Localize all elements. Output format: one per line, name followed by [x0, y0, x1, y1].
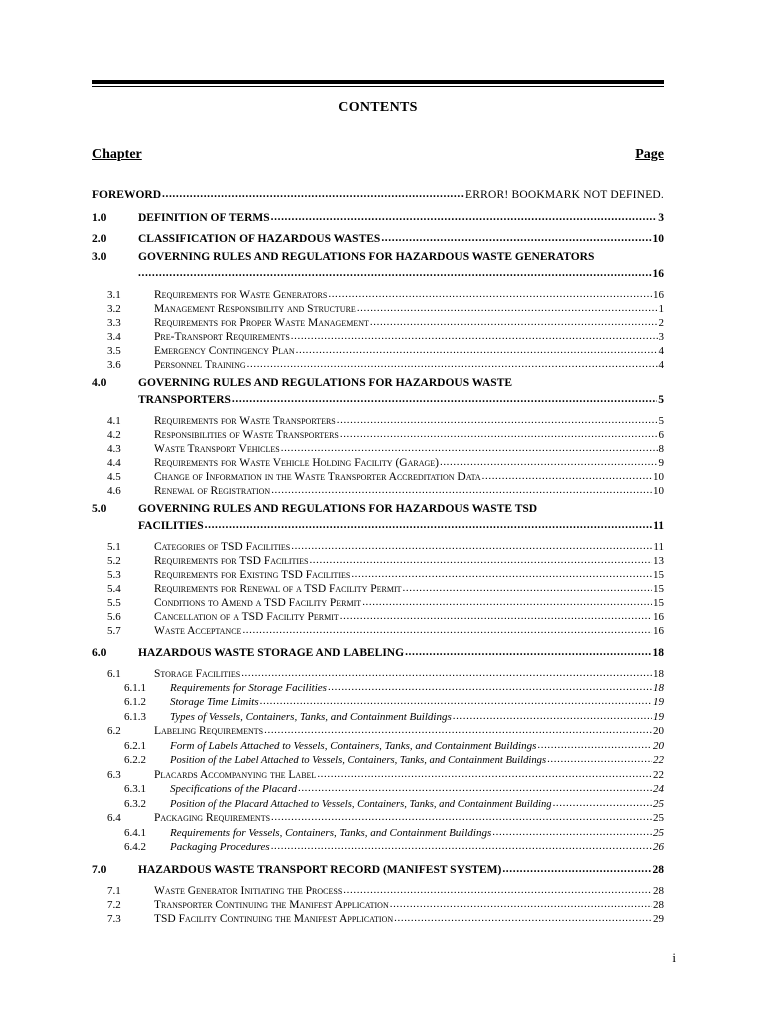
toc-section-page: 28 — [653, 885, 664, 897]
dot-leader — [309, 553, 652, 564]
toc-section-number: 7.3 — [107, 913, 121, 925]
toc-section-number: 3.2 — [107, 303, 121, 315]
toc-section-title: Waste Generator Initiating the Process — [154, 885, 343, 897]
toc-chapter-title: GOVERNING RULES AND REGULATIONS FOR HAZARDOUS WASTE — [138, 377, 513, 389]
toc-subsection-page: 25 — [653, 827, 664, 839]
toc-section-number: 4.4 — [107, 457, 121, 469]
toc-entry-title: FOREWORD — [92, 188, 161, 201]
toc-section-title: Requirements for Existing TSD Facilities — [154, 569, 351, 581]
toc-section-number: 3.1 — [107, 289, 121, 301]
toc-section-title: Requirements for Proper Waste Management — [154, 317, 369, 329]
toc-subsection-number: 6.1.2 — [124, 696, 146, 708]
toc-section-page: 4 — [658, 359, 664, 371]
dot-leader — [291, 329, 658, 340]
toc-section-4-4[interactable] — [107, 455, 664, 469]
toc-section-number: 6.1 — [107, 668, 121, 680]
header-rule-thick — [92, 80, 664, 84]
toc-subsection-6-2-2[interactable] — [124, 752, 664, 766]
dot-leader — [547, 752, 652, 763]
toc-chapter-1[interactable] — [92, 209, 664, 224]
dot-leader — [328, 680, 652, 691]
toc-chapter-5[interactable] — [92, 503, 664, 518]
toc-chapter-page: 16 — [652, 267, 664, 280]
toc-subsection-title: Requirements for Storage Facilities — [170, 682, 327, 694]
toc-chapter-4-cont[interactable] — [138, 391, 664, 406]
toc-subsection-6-1-1[interactable] — [124, 680, 664, 694]
toc-section-number: 4.3 — [107, 443, 121, 455]
toc-chapter-number: 1.0 — [92, 211, 107, 224]
dot-leader — [317, 767, 652, 778]
toc-section-number: 5.7 — [107, 625, 121, 637]
toc-section-4-3[interactable] — [107, 441, 664, 455]
toc-section-title: Change of Information in the Waste Transporter Accreditation Data — [154, 471, 481, 483]
toc-section-title: Requirements for Renewal of a TSD Facility Permit — [154, 583, 402, 595]
toc-chapter-7[interactable] — [92, 861, 664, 876]
toc-section-5-1[interactable] — [107, 539, 664, 553]
chapter-column-header: Chapter — [92, 147, 142, 162]
dot-leader — [271, 483, 652, 494]
dot-leader — [340, 609, 652, 620]
dot-leader — [502, 861, 651, 873]
toc-subsection-6-3-2[interactable] — [124, 796, 664, 810]
toc-subsection-title: Requirements for Vessels, Containers, Tanks, and Containment Buildings — [170, 827, 492, 839]
toc-section-title: Storage Facilities — [154, 668, 241, 680]
toc-section-page: 5 — [658, 415, 664, 427]
toc-section-number: 5.4 — [107, 583, 121, 595]
toc-chapter-6[interactable] — [92, 644, 664, 659]
toc-section-7-3[interactable] — [107, 911, 664, 925]
toc-chapter-title-cont: FACILITIES — [138, 519, 204, 532]
toc-section-title: Transporter Continuing the Manifest Application — [154, 899, 389, 911]
toc-section-title: Renewal of Registration — [154, 485, 271, 497]
toc-subsection-number: 6.1.3 — [124, 711, 146, 723]
dot-leader — [138, 265, 652, 277]
toc-section-title: Categories of TSD Facilities — [154, 541, 291, 553]
toc-section-5-2[interactable] — [107, 553, 664, 567]
dot-leader — [205, 517, 653, 529]
toc-section-number: 3.5 — [107, 345, 121, 357]
toc-section-page: 10 — [653, 471, 664, 483]
toc-subsection-6-1-2[interactable] — [124, 694, 664, 708]
toc-section-page: 6 — [658, 429, 664, 441]
toc-section-number: 5.3 — [107, 569, 121, 581]
toc-section-title: Responsibilities of Waste Transporters — [154, 429, 339, 441]
dot-leader — [328, 287, 652, 298]
toc-subsection-6-2-1[interactable] — [124, 738, 664, 752]
dot-leader — [242, 623, 652, 634]
toc-chapter-page: 18 — [652, 646, 664, 659]
toc-entry-page: ERROR! BOOKMARK NOT DEFINED. — [465, 188, 664, 201]
toc-section-6-2[interactable] — [107, 723, 664, 737]
dot-leader — [482, 469, 652, 480]
toc-subsection-page: 19 — [653, 711, 664, 723]
page-title: CONTENTS — [338, 100, 418, 115]
dot-leader — [403, 581, 652, 592]
dot-leader — [351, 567, 652, 578]
dot-leader — [381, 230, 651, 242]
toc-section-5-3[interactable] — [107, 567, 664, 581]
toc-subsection-title: Position of the Label Attached to Vessels, Containers, Tanks, and Containment Buildings — [170, 755, 547, 766]
dot-leader — [390, 897, 652, 908]
toc-chapter-4[interactable] — [92, 377, 664, 392]
dot-leader — [271, 839, 652, 850]
toc-section-number: 7.2 — [107, 899, 121, 911]
toc-section-title: Packaging Requirements — [154, 812, 271, 824]
page-column-header: Page — [635, 147, 664, 162]
toc-section-number: 3.6 — [107, 359, 121, 371]
dot-leader — [271, 810, 652, 821]
toc-subsection-page: 26 — [653, 841, 664, 853]
dot-leader — [343, 883, 652, 894]
toc-chapter-page: 5 — [658, 393, 664, 406]
toc-subsection-page: 22 — [653, 754, 664, 766]
toc-section-title: Requirements for TSD Facilities — [154, 555, 309, 567]
toc-chapter-number: 7.0 — [92, 863, 107, 876]
toc-section-number: 4.5 — [107, 471, 121, 483]
toc-subsection-page: 20 — [653, 740, 664, 752]
toc-section-5-7[interactable] — [107, 623, 664, 637]
toc-section-page: 3 — [658, 331, 664, 343]
toc-chapter-page: 10 — [652, 232, 664, 245]
toc-section-number: 4.6 — [107, 485, 121, 497]
toc-chapter-page: 28 — [652, 863, 664, 876]
dot-leader — [162, 186, 464, 198]
toc-section-page: 29 — [653, 913, 664, 925]
toc-section-title: Personnel Training — [154, 359, 246, 371]
toc-section-number: 5.1 — [107, 541, 121, 553]
toc-chapter-3-leader[interactable] — [138, 265, 664, 280]
toc-section-title: Labeling Requirements — [154, 725, 264, 737]
dot-leader — [260, 694, 652, 705]
toc-subsection-title: Specifications of the Placard — [170, 783, 297, 795]
dot-leader — [271, 209, 658, 221]
toc-chapter-title-cont: TRANSPORTERS — [138, 393, 231, 406]
toc-section-page: 18 — [653, 668, 664, 680]
toc-section-number: 6.2 — [107, 725, 121, 737]
toc-subsection-number: 6.2.1 — [124, 740, 146, 752]
toc-subsection-title: Form of Labels Attached to Vessels, Containers, Tanks, and Containment Buildings — [170, 740, 537, 752]
toc-section-number: 5.5 — [107, 597, 121, 609]
toc-section-number: 4.1 — [107, 415, 121, 427]
toc-section-page: 15 — [653, 583, 664, 595]
toc-section-7-1[interactable] — [107, 883, 664, 897]
toc-section-5-5[interactable] — [107, 595, 664, 609]
toc-chapter-number: 2.0 — [92, 232, 107, 245]
dot-leader — [553, 796, 652, 807]
toc-section-5-6[interactable] — [107, 609, 664, 623]
toc-section-number: 5.2 — [107, 555, 121, 567]
toc-section-number: 7.1 — [107, 885, 121, 897]
toc-section-page: 13 — [653, 555, 664, 567]
toc-section-3-5[interactable] — [107, 343, 664, 357]
toc-section-5-4[interactable] — [107, 581, 664, 595]
dot-leader — [298, 781, 652, 792]
toc-section-4-5[interactable] — [107, 469, 664, 483]
toc-chapter-number: 6.0 — [92, 646, 107, 659]
toc-chapter-5-cont[interactable] — [138, 517, 664, 532]
dot-leader — [453, 709, 652, 720]
toc-chapter-title: DEFINITION OF TERMS — [138, 211, 270, 224]
toc-section-page: 16 — [653, 611, 664, 623]
toc-subsection-title: Position of the Placard Attached to Vessels, Containers, Tanks, and Containment Building — [170, 799, 552, 810]
toc-chapter-page: 3 — [658, 211, 664, 224]
toc-chapter-title: CLASSIFICATION OF HAZARDOUS WASTES — [138, 232, 381, 245]
toc-section-3-2[interactable] — [107, 301, 664, 315]
dot-leader — [340, 427, 658, 438]
toc-subsection-page: 24 — [653, 783, 664, 795]
dot-leader — [291, 539, 652, 550]
toc-subsection-6-1-3[interactable] — [124, 709, 664, 723]
toc-section-4-6[interactable] — [107, 483, 664, 497]
toc-chapter-2[interactable] — [92, 230, 664, 245]
toc-chapter-number: 5.0 — [92, 503, 107, 515]
header-rule-thin — [92, 86, 664, 87]
toc-section-title: Requirements for Waste Vehicle Holding Facility (Garage) — [154, 457, 439, 469]
toc-section-page: 28 — [653, 899, 664, 911]
toc-subsection-title: Packaging Procedures — [170, 841, 270, 853]
toc-section-4-2[interactable] — [107, 427, 664, 441]
toc-chapter-number: 3.0 — [92, 251, 107, 263]
toc-subsection-number: 6.2.2 — [124, 754, 146, 766]
toc-section-title: TSD Facility Continuing the Manifest Application — [154, 913, 394, 925]
toc-section-page: 15 — [653, 597, 664, 609]
toc-subsection-number: 6.4.1 — [124, 827, 146, 839]
toc-section-title: Management Responsibility and Structure — [154, 303, 356, 315]
toc-section-page: 16 — [653, 289, 664, 301]
toc-subsection-page: 19 — [653, 696, 664, 708]
toc-subsection-number: 6.1.1 — [124, 682, 146, 694]
dot-leader — [362, 595, 652, 606]
toc-section-page: 20 — [653, 725, 664, 737]
toc-section-page: 16 — [653, 625, 664, 637]
toc-section-title: Emergency Contingency Plan — [154, 345, 295, 357]
toc-section-page: 25 — [653, 812, 664, 824]
toc-section-6-3[interactable] — [107, 767, 664, 781]
toc-section-title: Cancellation of a TSD Facility Permit — [154, 611, 339, 623]
toc-subsection-6-3-1[interactable] — [124, 781, 664, 795]
toc-section-page: 10 — [653, 485, 664, 497]
toc-section-page: 2 — [658, 317, 664, 329]
toc-section-4-1[interactable] — [107, 413, 664, 427]
toc-subsection-6-4-1[interactable] — [124, 825, 664, 839]
toc-section-page: 15 — [653, 569, 664, 581]
toc-section-page: 11 — [653, 541, 664, 553]
dot-leader — [281, 441, 658, 452]
toc-chapter-3[interactable] — [92, 251, 664, 266]
toc-entry-foreword[interactable] — [92, 186, 664, 201]
toc-section-page: 9 — [658, 457, 664, 469]
toc-chapter-title: GOVERNING RULES AND REGULATIONS FOR HAZARDOUS WASTE GENERATORS — [138, 251, 595, 263]
toc-section-title: Conditions to Amend a TSD Facility Permit — [154, 597, 362, 609]
toc-section-3-1[interactable] — [107, 287, 664, 301]
toc-section-7-2[interactable] — [107, 897, 664, 911]
dot-leader — [247, 357, 658, 368]
toc-section-6-1[interactable] — [107, 666, 664, 680]
dot-leader — [537, 738, 652, 749]
toc-section-page: 1 — [658, 303, 664, 315]
toc-section-number: 6.3 — [107, 769, 121, 781]
toc-subsection-page: 25 — [653, 798, 664, 810]
toc-subsection-number: 6.4.2 — [124, 841, 146, 853]
dot-leader — [492, 825, 652, 836]
toc-subsection-page: 18 — [653, 682, 664, 694]
toc-subsection-number: 6.3.2 — [124, 798, 146, 810]
dot-leader — [337, 413, 658, 424]
toc-section-number: 3.3 — [107, 317, 121, 329]
toc-section-3-6[interactable] — [107, 357, 664, 371]
toc-section-title: Placards Accompanying the Label — [154, 769, 317, 781]
dot-leader — [440, 455, 658, 466]
toc-section-number: 3.4 — [107, 331, 121, 343]
toc-section-page: 4 — [658, 345, 664, 357]
toc-chapter-page: 11 — [653, 519, 664, 532]
toc-section-page: 8 — [658, 443, 664, 455]
toc-chapter-title: GOVERNING RULES AND REGULATIONS FOR HAZARDOUS WASTE TSD — [138, 503, 538, 515]
toc-section-number: 5.6 — [107, 611, 121, 623]
toc-section-6-4[interactable] — [107, 810, 664, 824]
toc-section-title: Waste Transport Vehicles — [154, 443, 280, 455]
dot-leader — [405, 644, 651, 656]
toc-chapter-title: HAZARDOUS WASTE TRANSPORT RECORD (MANIFEST SYSTEM) — [138, 863, 502, 876]
toc-section-title: Requirements for Waste Generators — [154, 289, 328, 301]
toc-section-3-4[interactable] — [107, 329, 664, 343]
toc-section-title: Pre-Transport Requirements — [154, 331, 290, 343]
toc-section-3-3[interactable] — [107, 315, 664, 329]
dot-leader — [357, 301, 658, 312]
toc-section-number: 6.4 — [107, 812, 121, 824]
dot-leader — [264, 723, 652, 734]
toc-subsection-6-4-2[interactable] — [124, 839, 664, 853]
toc-chapter-number: 4.0 — [92, 377, 107, 389]
toc-section-title: Requirements for Waste Transporters — [154, 415, 336, 427]
toc-section-title: Waste Acceptance — [154, 625, 242, 637]
dot-leader — [296, 343, 658, 354]
toc-subsection-number: 6.3.1 — [124, 783, 146, 795]
dot-leader — [370, 315, 658, 326]
toc-chapter-title: HAZARDOUS WASTE STORAGE AND LABELING — [138, 646, 405, 659]
dot-leader — [241, 666, 652, 677]
page-number: i — [672, 950, 676, 965]
toc-section-number: 4.2 — [107, 429, 121, 441]
dot-leader — [232, 391, 657, 403]
dot-leader — [394, 911, 652, 922]
toc-section-page: 22 — [653, 769, 664, 781]
toc-subsection-title: Types of Vessels, Containers, Tanks, and Containment Buildings — [170, 711, 452, 723]
toc-subsection-title: Storage Time Limits — [170, 696, 259, 708]
